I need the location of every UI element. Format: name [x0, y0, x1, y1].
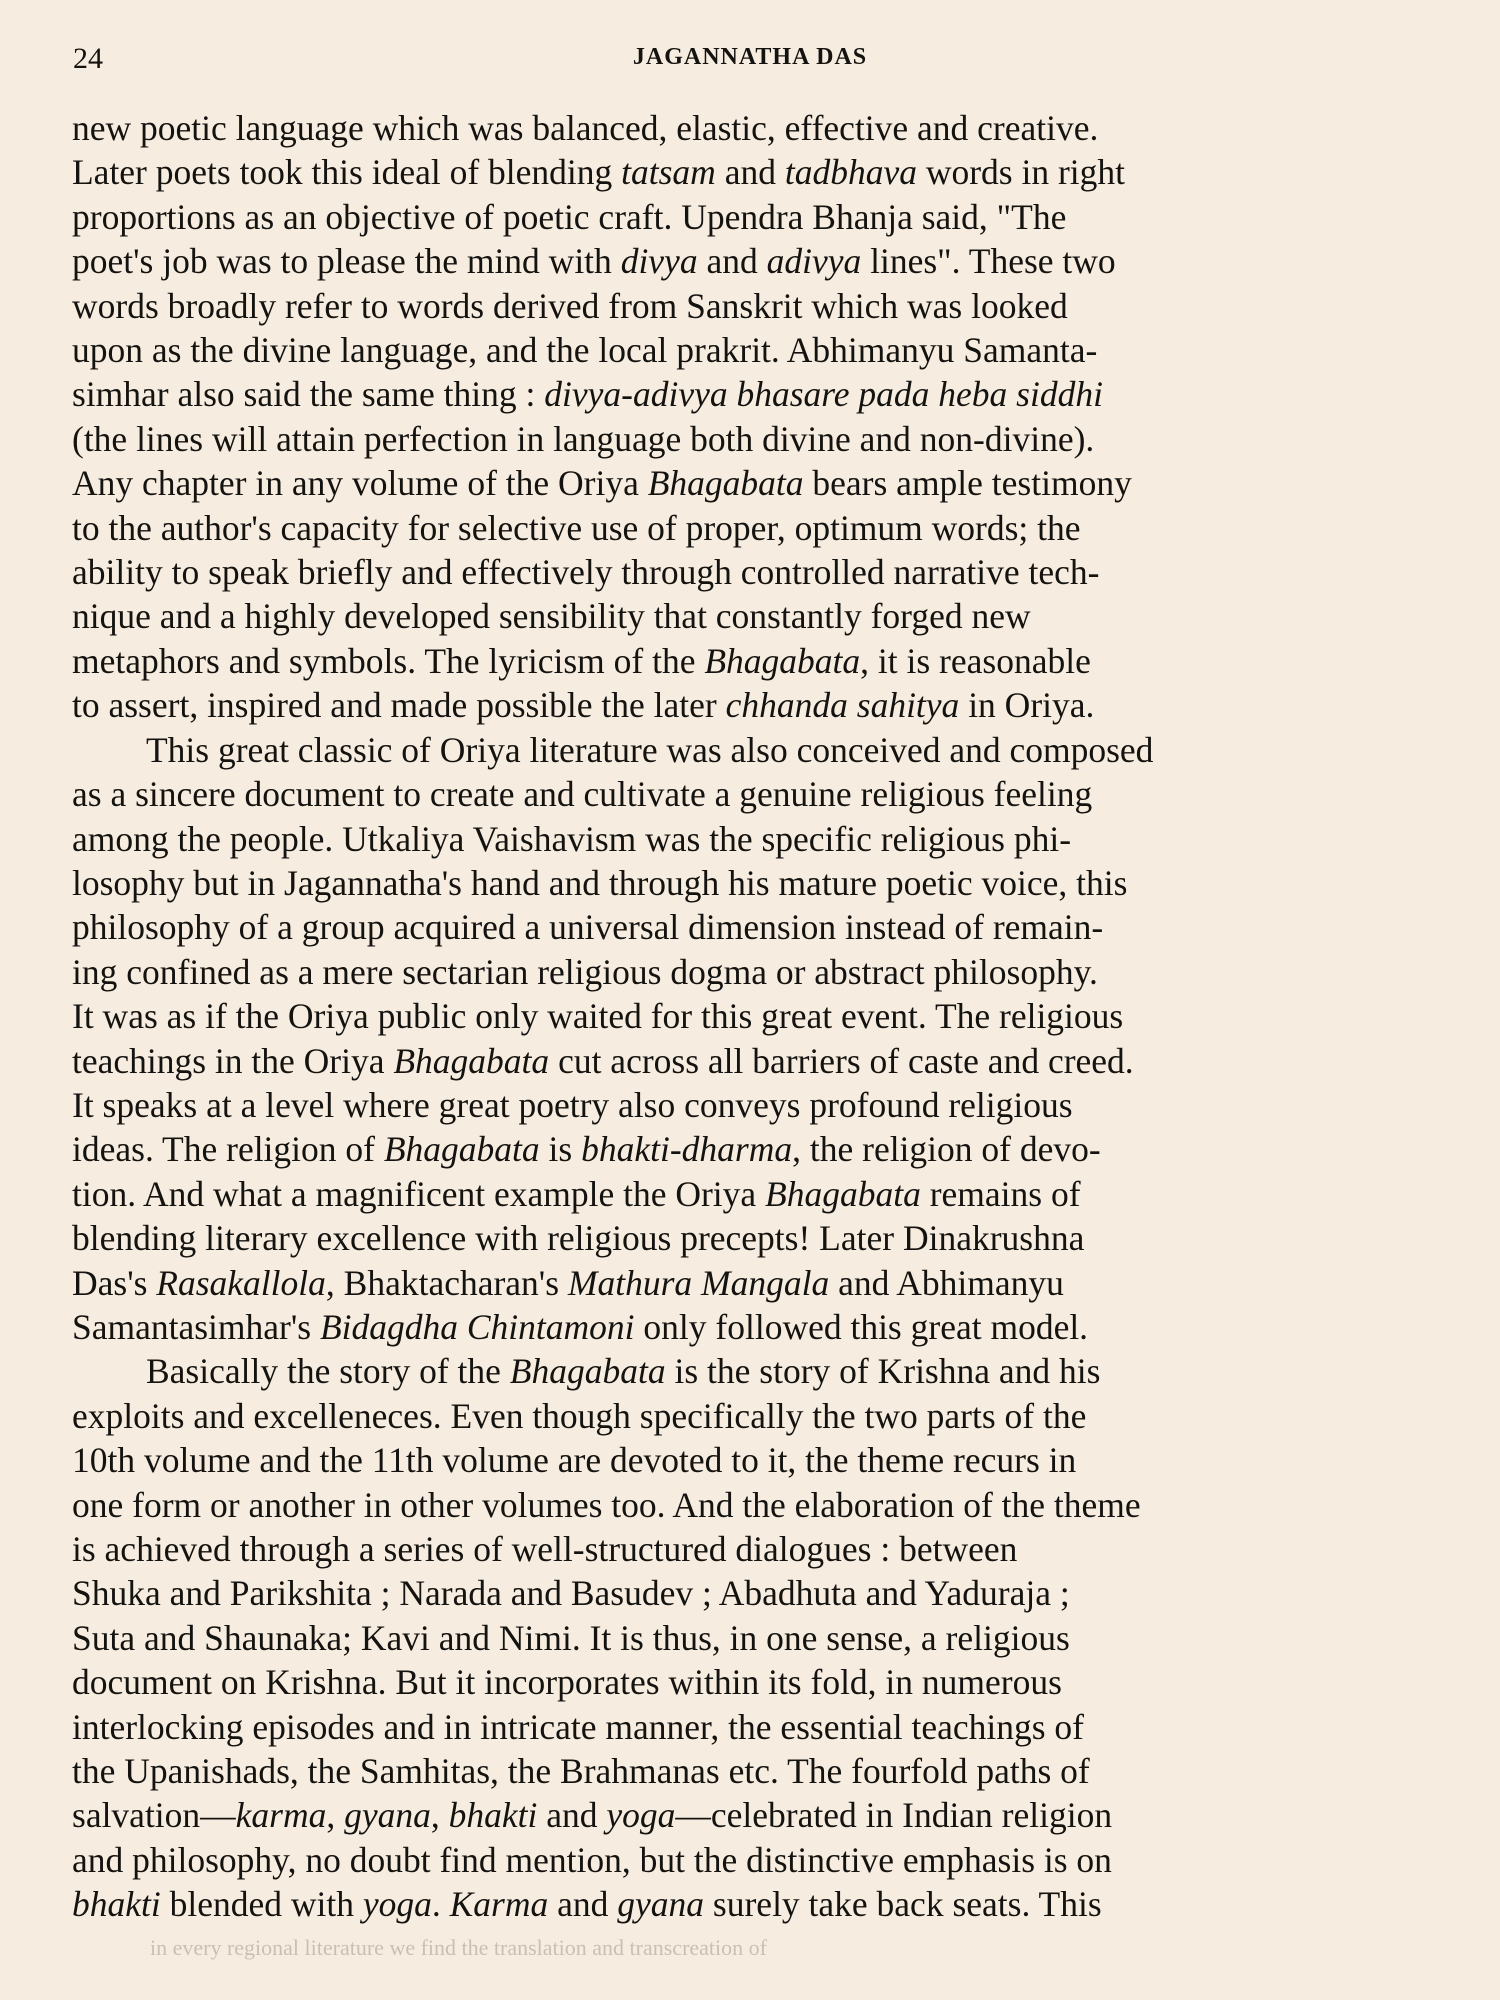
text-line [72, 1882, 1424, 1926]
text-run: ing confined as a mere sectarian religious dogma or abstract philosophy. [72, 951, 1098, 992]
italic-term: tatsam [621, 152, 716, 193]
text-line [72, 239, 1424, 283]
text-line [72, 1749, 1424, 1793]
text-run: only followed this great model. [634, 1306, 1089, 1347]
text-run: ability to speak briefly and effectively through controlled narrative tech- [72, 552, 1100, 593]
text-line [72, 1394, 1424, 1438]
text-run: and [697, 241, 767, 282]
text-line [72, 1527, 1424, 1571]
italic-term: gyana [344, 1795, 431, 1836]
text-line [72, 1216, 1424, 1260]
italic-term: Bhagabata [647, 463, 804, 504]
text-run: one form or another in other volumes too. And the elaboration of the theme [72, 1484, 1141, 1525]
text-run: , it is reasonable [860, 640, 1091, 681]
text-run: tion. And what a magnificent example the Oriya [72, 1173, 766, 1214]
text-line [72, 1793, 1424, 1837]
text-run: Samantasimhar's [72, 1306, 320, 1347]
text-run: as a sincere document to create and cultivate a genuine religious feeling [72, 774, 1093, 815]
text-run: lines". These two [861, 241, 1116, 282]
italic-term: Bhagabata [509, 1351, 666, 1392]
text-run: words broadly refer to words derived from Sanskrit which was looked [72, 285, 1068, 326]
text-line [72, 106, 1424, 150]
text-line [72, 1039, 1424, 1083]
text-run: Das's [72, 1262, 157, 1303]
text-run: to assert, inspired and made possible the later [72, 685, 726, 726]
text-run: remains of [920, 1173, 1081, 1214]
text-run: and philosophy, no doubt find mention, but the distinctive emphasis is on [72, 1839, 1112, 1880]
text-run: blending literary excellence with religious precepts! Later Dinakrushna [72, 1218, 1085, 1259]
text-line [72, 1127, 1424, 1171]
italic-term: Bhagabata [765, 1173, 921, 1214]
text-run: interlocking episodes and in intricate manner, the essential teachings of [72, 1706, 1084, 1747]
text-run: exploits and excelleneces. Even though specifically the two parts of the [72, 1395, 1087, 1436]
text-run: . [431, 1884, 450, 1925]
italic-term: Bhagabata [393, 1040, 550, 1081]
text-run: the Upanishads, the Samhitas, the Brahmanas etc. The fourfold paths of [72, 1751, 1090, 1792]
text-line [72, 1438, 1424, 1482]
text-run: bears ample testimony [803, 463, 1132, 504]
text-run: 10th volume and the 11th volume are devoted to it, the theme recurs in [72, 1440, 1077, 1481]
italic-term: bhakti [448, 1795, 538, 1836]
italic-term: Bidagdha Chintamoni [319, 1306, 635, 1347]
text-line [72, 284, 1424, 328]
text-line [72, 1305, 1424, 1349]
text-line [72, 372, 1424, 416]
text-run: salvation— [72, 1795, 236, 1836]
text-line [72, 861, 1424, 905]
text-run: ideas. The religion of [72, 1129, 384, 1170]
text-run: Later poets took this ideal of blending [72, 152, 622, 193]
text-run: poet's job was to please the mind with [72, 241, 621, 282]
italic-term: yoga [606, 1795, 676, 1836]
text-line [72, 905, 1424, 949]
text-run: nique and a highly developed sensibility that constantly forged new [72, 596, 1031, 637]
text-line [72, 150, 1424, 194]
italic-term: tadbhava [784, 152, 917, 193]
text-run: (the lines will attain perfection in language both divine and non-divine). [72, 418, 1095, 459]
text-run: Suta and Shaunaka; Kavi and Nimi. It is thus, in one sense, a religious [72, 1617, 1070, 1658]
text-line [72, 728, 1424, 772]
italic-term: yoga [362, 1884, 432, 1925]
text-run: Any chapter in any volume of the Oriya [72, 463, 648, 504]
text-run: and [537, 1795, 607, 1836]
text-line [72, 461, 1424, 505]
text-line [72, 817, 1424, 861]
text-run: philosophy of a group acquired a universal dimension instead of remain- [72, 907, 1104, 948]
text-run: , [430, 1795, 449, 1836]
text-line [72, 594, 1424, 638]
text-run: losophy but in Jagannatha's hand and through his mature poetic voice, this [72, 862, 1128, 903]
text-run: is [539, 1129, 582, 1170]
text-line [72, 1349, 1424, 1393]
text-line [72, 328, 1424, 372]
text-run: and [548, 1884, 618, 1925]
text-run: blended with [160, 1884, 363, 1925]
running-head: JAGANNATHA DAS [632, 44, 868, 70]
text-run: teachings in the Oriya [72, 1040, 394, 1081]
italic-term: Rasakallola [156, 1262, 326, 1303]
text-run: This great classic of Oriya literature was also conceived and composed [146, 729, 1154, 770]
text-line [72, 1571, 1424, 1615]
text-run: and Abhimanyu [829, 1262, 1064, 1303]
text-run: words in right [916, 152, 1126, 193]
text-line [72, 506, 1424, 550]
text-line [72, 683, 1424, 727]
text-run: , [326, 1795, 345, 1836]
italic-term: gyana [617, 1884, 705, 1925]
text-run: It was as if the Oriya public only waited for this great event. The religious [72, 996, 1124, 1037]
text-line [72, 1705, 1424, 1749]
text-line [72, 1261, 1424, 1305]
text-line [72, 1616, 1424, 1660]
text-run: , the religion of devo- [792, 1129, 1101, 1170]
body-text [72, 106, 1424, 1927]
text-run: among the people. Utkaliya Vaishavism was the specific religious phi- [72, 818, 1072, 859]
text-run: is the story of Krishna and his [665, 1351, 1101, 1392]
italic-term: Bhagabata [383, 1129, 540, 1170]
text-run: —celebrated in Indian religion [675, 1795, 1113, 1836]
text-run: new poetic language which was balanced, elastic, effective and creative. [72, 108, 1099, 148]
italic-term: bhakti [72, 1884, 161, 1925]
text-run: simhar also said the same thing : [72, 374, 545, 415]
text-line [72, 1172, 1424, 1216]
text-line [72, 639, 1424, 683]
text-line [72, 195, 1424, 239]
text-run: to the author's capacity for selective use of proper, optimum words; the [72, 507, 1081, 548]
text-run: metaphors and symbols. The lyricism of the [72, 640, 705, 681]
text-line [72, 550, 1424, 594]
text-line [72, 1838, 1424, 1882]
text-line [72, 417, 1424, 461]
text-run: Shuka and Parikshita ; Narada and Basudev ; Abadhuta and Yaduraja ; [72, 1573, 1070, 1614]
text-line [72, 1660, 1424, 1704]
italic-term: divya-adivya bhasare pada heba siddhi [544, 374, 1103, 415]
text-run: document on Krishna. But it incorporates within its fold, in numerous [72, 1662, 1062, 1703]
italic-term: adivya [766, 241, 862, 282]
text-line [72, 950, 1424, 994]
text-run: , Bhaktacharan's [325, 1262, 568, 1303]
text-run: It speaks at a level where great poetry also conveys profound religious [72, 1084, 1073, 1125]
text-line [72, 1083, 1424, 1127]
italic-term: Mathura Mangala [567, 1262, 830, 1303]
text-run: in Oriya. [959, 685, 1095, 726]
text-line [72, 772, 1424, 816]
italic-term: karma [235, 1795, 327, 1836]
italic-term: Karma [449, 1884, 549, 1925]
italic-term: divya [620, 241, 698, 282]
page-number: 24 [73, 42, 103, 75]
italic-term: Bhagabata [704, 640, 861, 681]
text-line [72, 1483, 1424, 1527]
italic-term: bhakti-dharma [581, 1129, 793, 1170]
italic-term: chhanda sahitya [725, 685, 960, 726]
bleed-through-text: in every regional literature we find the translation and transcreation of [150, 1935, 767, 1960]
text-run: surely take back seats. This [704, 1884, 1102, 1925]
text-run: cut across all barriers of caste and creed. [549, 1040, 1134, 1081]
text-line [72, 994, 1424, 1038]
text-run: Basically the story of the [146, 1351, 510, 1392]
text-run: is achieved through a series of well-structured dialogues : between [72, 1529, 1018, 1569]
text-run: upon as the divine language, and the local prakrit. Abhimanyu Samanta- [72, 330, 1098, 371]
text-run: proportions as an objective of poetic craft. Upendra Bhanja said, "The [72, 196, 1067, 237]
text-run: and [715, 152, 785, 193]
